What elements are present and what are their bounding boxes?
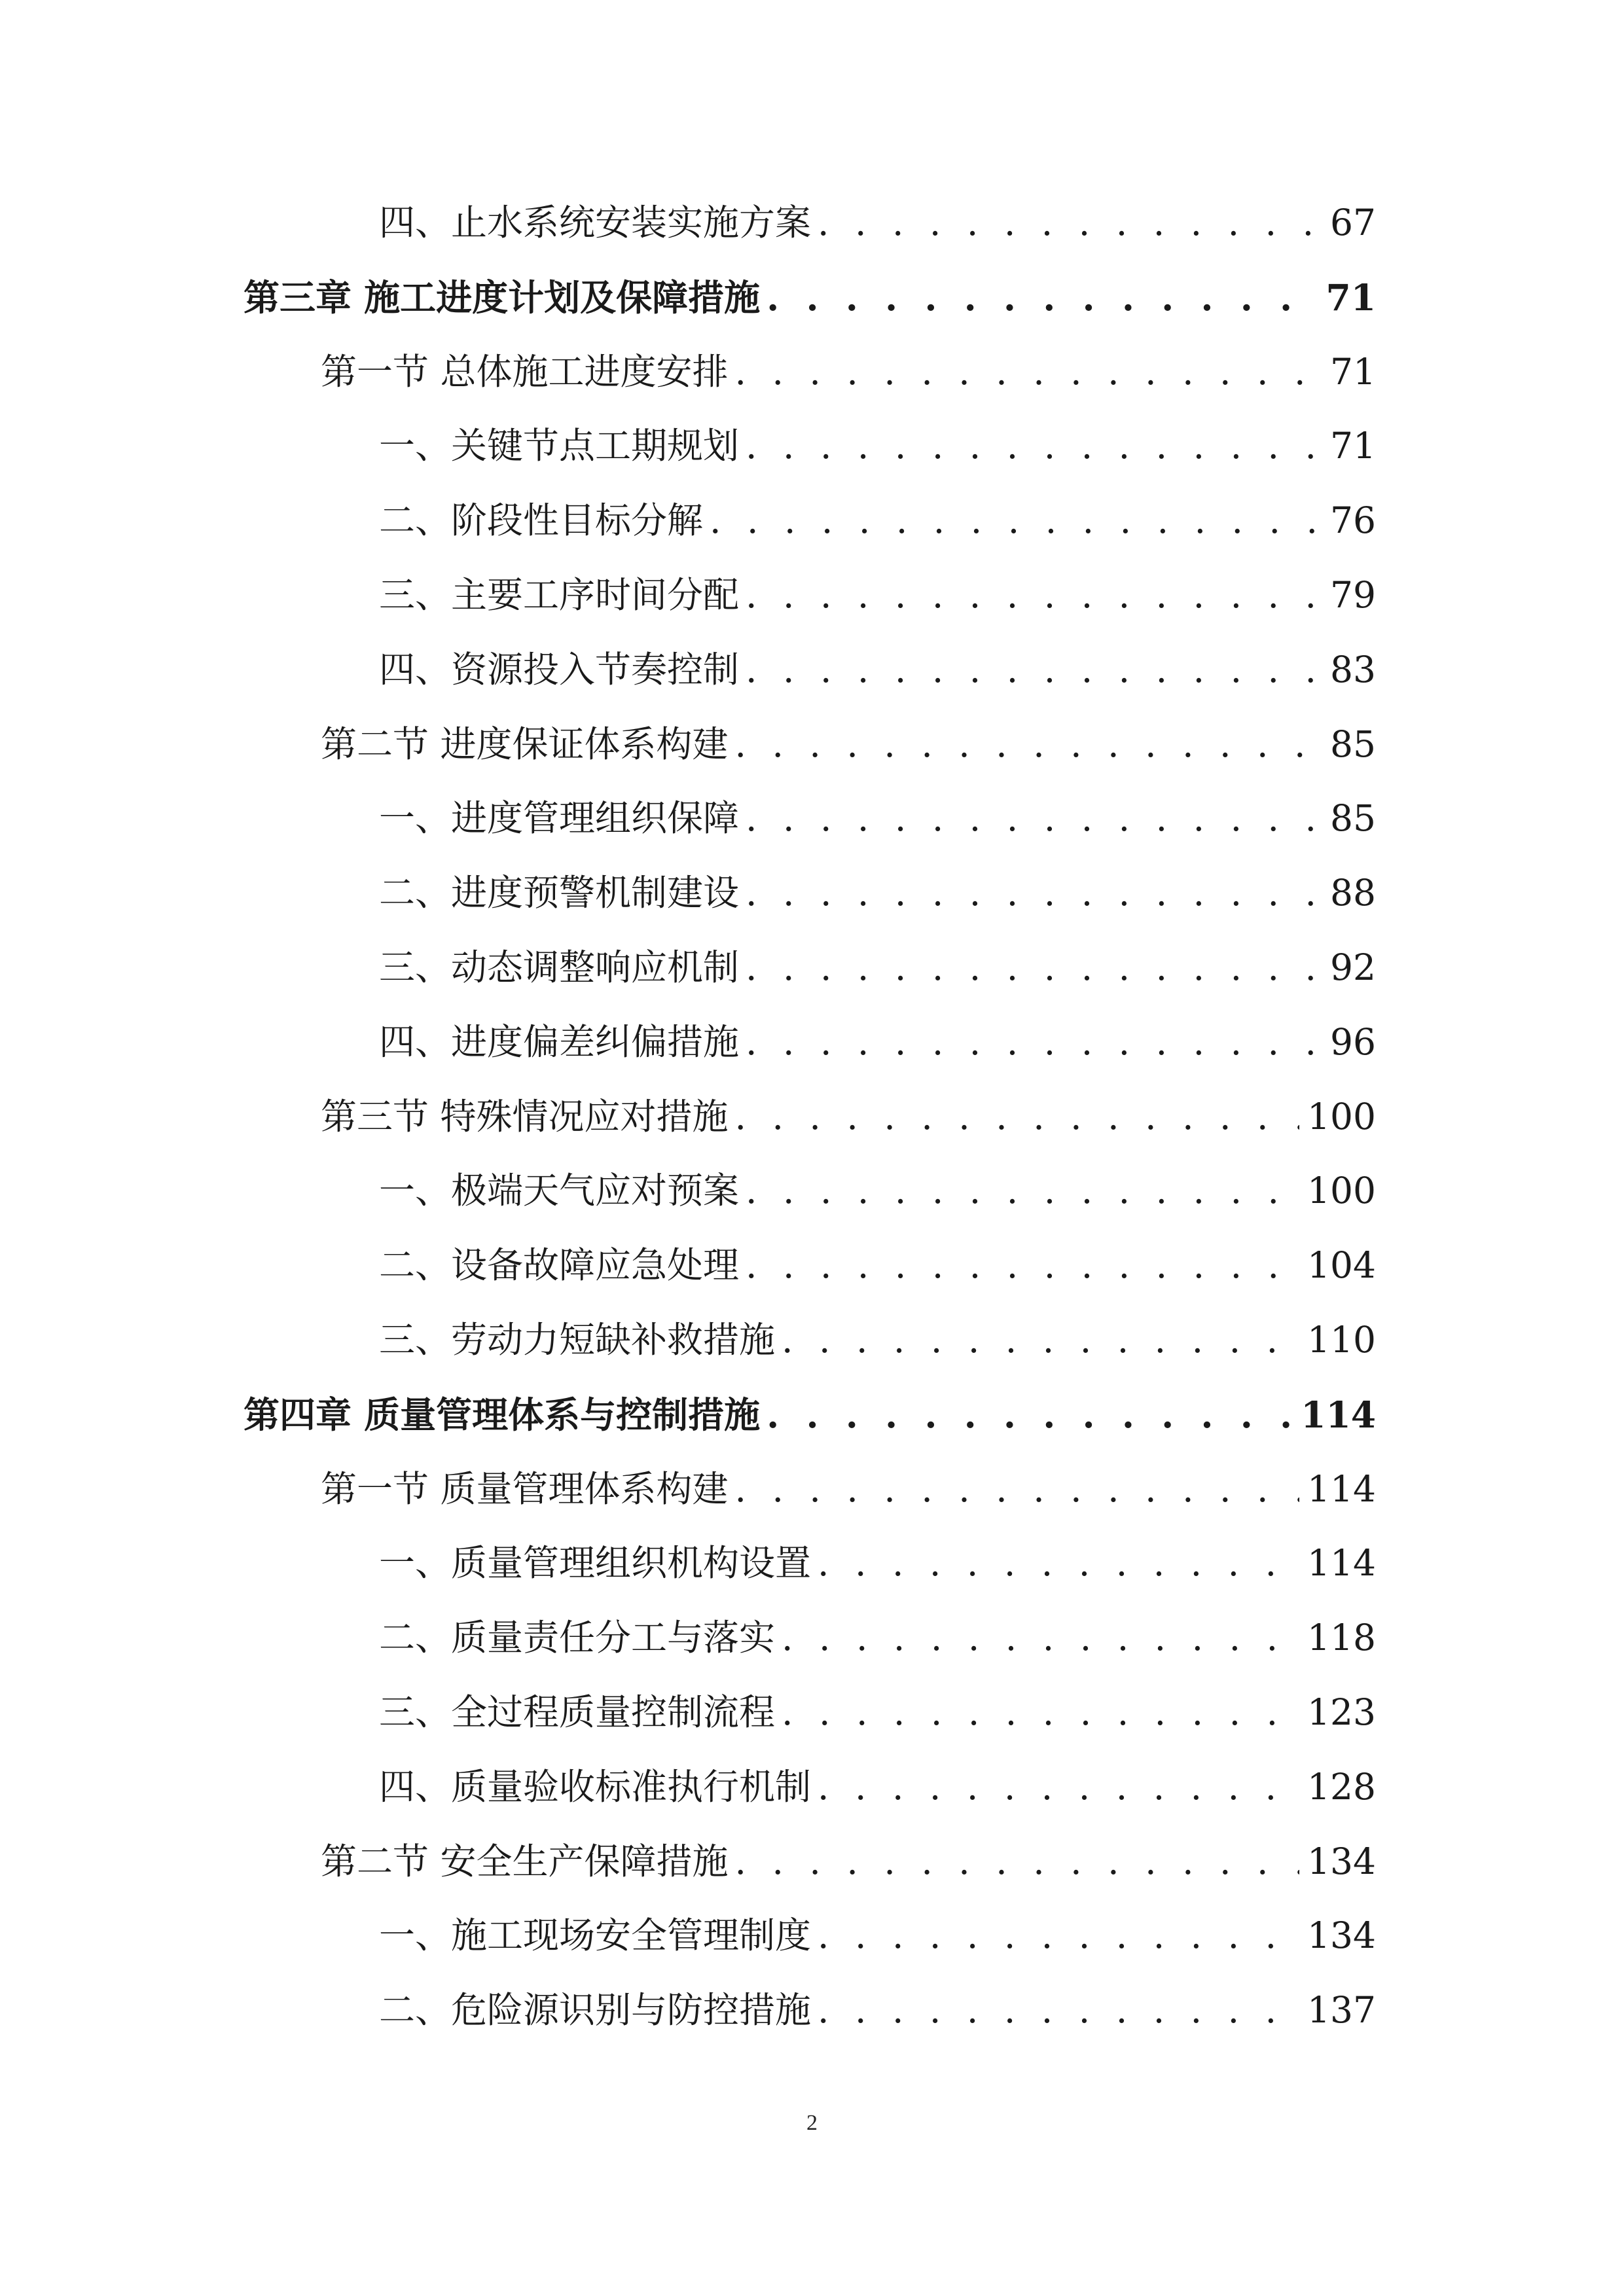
toc-dot-leader [746, 1154, 1299, 1229]
toc-entry-page: 79 [1330, 573, 1376, 616]
toc-entry-page: 88 [1330, 872, 1376, 914]
toc-entry[interactable] [244, 708, 1376, 782]
toc-entry-page: 134 [1307, 1840, 1376, 1882]
toc-entry[interactable] [244, 1973, 1376, 2048]
toc-entry-page: 96 [1330, 1020, 1376, 1063]
toc-entry-title: 四、进度偏差纠偏措施 [379, 1020, 740, 1063]
toc-entry[interactable] [244, 1452, 1376, 1527]
toc-dot-leader [746, 856, 1322, 931]
toc-dot-leader [746, 1229, 1299, 1303]
toc-dot-leader [782, 1601, 1299, 1676]
toc-entry-page: 104 [1307, 1244, 1376, 1287]
toc-entry[interactable] [244, 1378, 1376, 1452]
toc-entry-title: 第四章 质量管理体系与控制措施 [244, 1393, 761, 1436]
toc-dot-leader [782, 1303, 1299, 1378]
toc-entry-page: 71 [1326, 276, 1376, 319]
toc-entry-title: 二、质量责任分工与落实 [379, 1617, 776, 1659]
toc-entry-title: 第一节 总体施工进度安排 [321, 350, 729, 393]
toc-entry[interactable] [244, 186, 1376, 260]
toc-entry[interactable] [244, 931, 1376, 1005]
toc-entry-page: 123 [1307, 1691, 1376, 1733]
toc-entry-title: 二、危险源识别与防控措施 [379, 1989, 812, 2032]
toc-entry-title: 第三节 特殊情况应对措施 [321, 1095, 729, 1138]
toc-entry[interactable] [244, 633, 1376, 708]
toc-dot-leader [767, 260, 1318, 335]
toc-entry-title: 四、资源投入节奏控制 [379, 648, 740, 691]
toc-entry-page: 128 [1307, 1765, 1376, 1808]
toc-dot-leader [782, 1676, 1299, 1750]
toc-entry[interactable] [244, 1825, 1376, 1899]
toc-entry-page: 76 [1330, 499, 1376, 542]
toc-entry-title: 二、进度预警机制建设 [379, 872, 740, 914]
toc-entry[interactable] [244, 1154, 1376, 1229]
toc-dot-leader [746, 1005, 1322, 1080]
toc-entry[interactable] [244, 1676, 1376, 1750]
toc-dot-leader [746, 558, 1322, 633]
toc-dot-leader [746, 409, 1322, 484]
toc-entry-page: 85 [1330, 797, 1376, 840]
toc-dot-leader [734, 708, 1322, 782]
toc-entry[interactable] [244, 1303, 1376, 1378]
toc-entry-title: 二、设备故障应急处理 [379, 1244, 740, 1287]
toc-entry-title: 一、极端天气应对预案 [379, 1170, 740, 1212]
toc-entry[interactable] [244, 1601, 1376, 1676]
toc-dot-leader [734, 1452, 1299, 1527]
toc-entry[interactable] [244, 1750, 1376, 1825]
toc-entry-title: 第二节 安全生产保障措施 [321, 1840, 729, 1882]
toc-entry-title: 三、全过程质量控制流程 [379, 1691, 776, 1733]
toc-entry-page: 137 [1307, 1989, 1376, 2032]
toc-entry-page: 100 [1307, 1095, 1376, 1138]
toc-entry-page: 114 [1307, 1467, 1376, 1510]
toc-entry[interactable] [244, 409, 1376, 484]
toc-entry[interactable] [244, 484, 1376, 558]
toc-entry-page: 118 [1307, 1617, 1376, 1659]
page-number: 2 [806, 2111, 818, 2135]
toc-entry[interactable] [244, 1899, 1376, 1973]
toc-entry-title: 三、动态调整响应机制 [379, 946, 740, 988]
toc-entry[interactable] [244, 781, 1376, 856]
toc-entry-page: 71 [1330, 350, 1376, 393]
toc-dot-leader [710, 484, 1322, 558]
toc-dot-leader [818, 1750, 1299, 1825]
toc-entry-page: 100 [1307, 1170, 1376, 1212]
toc-entry[interactable] [244, 1229, 1376, 1303]
toc-entry-page: 114 [1301, 1393, 1376, 1436]
toc-entry-page: 67 [1330, 202, 1376, 243]
toc-entry-title: 三、主要工序时间分配 [379, 573, 740, 616]
toc-entry-title: 三、劳动力短缺补救措施 [379, 1318, 776, 1361]
toc-dot-leader [734, 1080, 1299, 1155]
toc-dot-leader [746, 931, 1322, 1005]
toc-entry-title: 第一节 质量管理体系构建 [321, 1467, 729, 1510]
toc-dot-leader [818, 1973, 1299, 2048]
toc-dot-leader [818, 1899, 1299, 1973]
toc-entry-page: 71 [1330, 425, 1376, 467]
toc-dot-leader [818, 1526, 1299, 1601]
toc-dot-leader [746, 633, 1322, 708]
toc-entry-title: 一、进度管理组织保障 [379, 797, 740, 840]
toc-entry-title: 一、质量管理组织机构设置 [379, 1542, 812, 1585]
toc-entry-page: 114 [1307, 1542, 1376, 1585]
toc-entry[interactable] [244, 1526, 1376, 1601]
toc-entry-title: 一、施工现场安全管理制度 [379, 1914, 812, 1957]
toc-entry-title: 第二节 进度保证体系构建 [321, 723, 729, 765]
toc-entry[interactable] [244, 335, 1376, 410]
toc-entry-page: 92 [1330, 946, 1376, 988]
toc-entry-title: 四、质量验收标准执行机制 [379, 1765, 812, 1808]
toc-entry[interactable] [244, 1005, 1376, 1080]
toc-entry[interactable] [244, 856, 1376, 931]
toc-entry[interactable] [244, 260, 1376, 335]
toc-dot-leader [734, 1825, 1299, 1899]
toc-entry-page: 110 [1307, 1318, 1376, 1361]
toc-entry-title: 四、止水系统安装实施方案 [379, 202, 812, 243]
toc-dot-leader [767, 1378, 1293, 1452]
toc-entry-page: 134 [1307, 1914, 1376, 1957]
toc-dot-leader [746, 781, 1322, 856]
toc-entry-page: 83 [1330, 648, 1376, 691]
toc-entry-title: 一、关键节点工期规划 [379, 425, 740, 467]
toc-entry[interactable] [244, 558, 1376, 633]
toc-entry[interactable] [244, 1080, 1376, 1155]
toc-entry-title: 第三章 施工进度计划及保障措施 [244, 276, 761, 319]
toc-entry-title: 二、阶段性目标分解 [379, 499, 704, 542]
table-of-contents [244, 186, 1376, 2048]
toc-entry-page: 85 [1330, 723, 1376, 765]
toc-dot-leader [734, 335, 1322, 410]
toc-dot-leader [818, 186, 1322, 260]
